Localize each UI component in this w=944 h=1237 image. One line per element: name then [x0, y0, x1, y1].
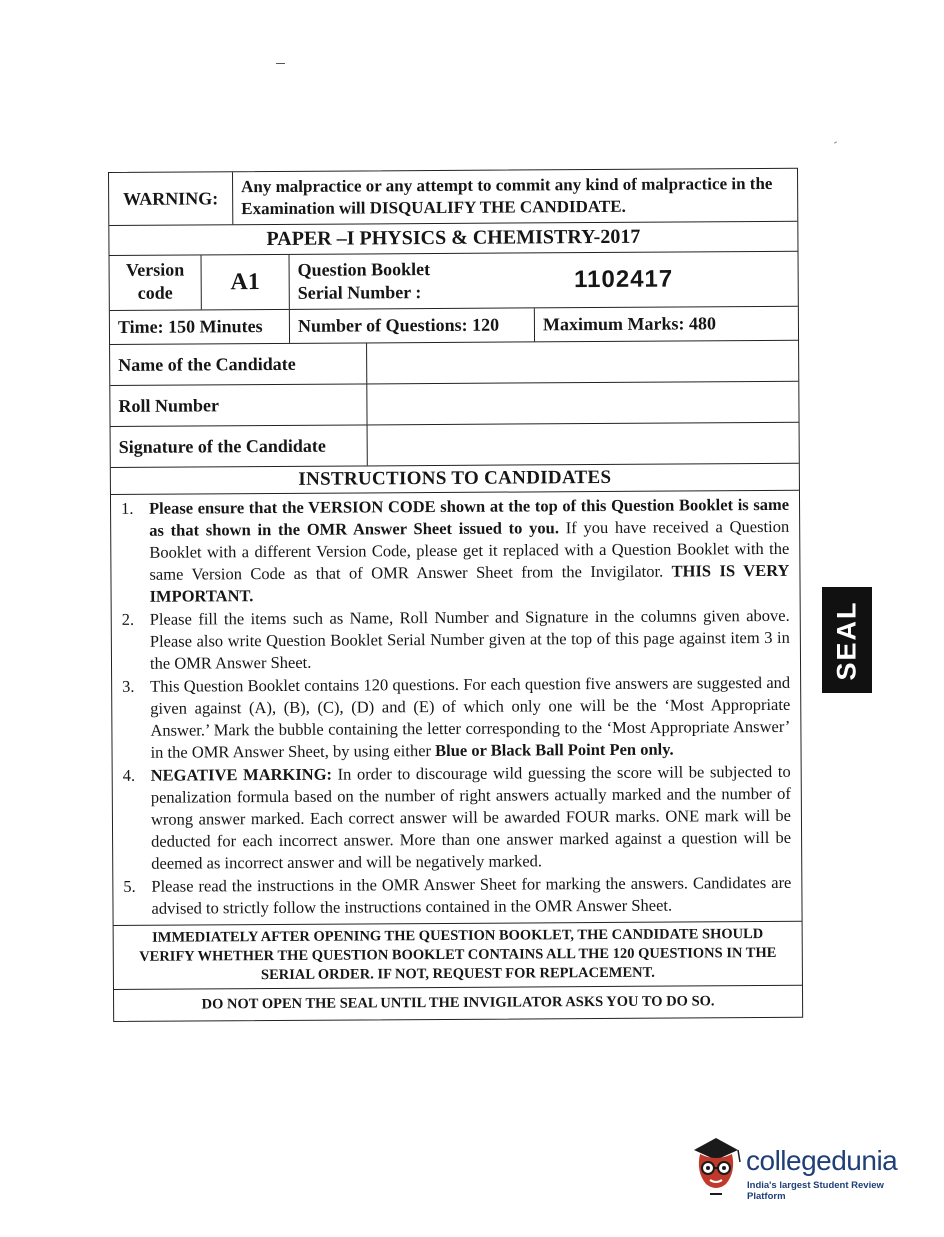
instruction-item: 1. Please ensure that the VERSION CODE shown at the top of this Question Booklet is same as that shown in the OMR Answer Sheet issued to you. If you have received a Question Booklet with a different Version Code, please get it replaced with a Question Booklet with the same Version Code as that of OMR Answer Sheet from the Invigilator. THIS IS VERY IMPORTANT.	[120, 494, 790, 606]
exam-info-row	[110, 307, 798, 345]
scan-mark	[276, 63, 285, 64]
verification-notice: IMMEDIATELY AFTER OPENING THE QUESTION BOOKLET, THE CANDIDATE SHOULD VERIFY WHETHER THE QUESTION BOOKLET CONTAINS ALL THE 120 QUESTIONS IN THE SERIAL ORDER. IF NOT, REQUEST FOR REPLACEMENT.	[139, 926, 777, 984]
serial-number: 1102417	[574, 265, 674, 294]
roll-number-field[interactable]	[367, 382, 798, 425]
collegedunia-logo	[686, 1132, 916, 1202]
mascot-icon	[686, 1132, 744, 1202]
candidate-name-label: Name of the Candidate	[110, 343, 367, 385]
exam-time: Time: 150 Minutes	[110, 310, 290, 344]
paper-title-row	[109, 222, 797, 256]
version-code: A1	[202, 255, 290, 310]
verification-notice-row	[114, 922, 802, 990]
instructions-list	[111, 491, 802, 925]
signature-field[interactable]	[368, 423, 799, 466]
instructions-heading-row	[111, 464, 799, 495]
signature-label: Signature of the Candidate	[111, 425, 368, 467]
brand-name: collegedunia	[746, 1145, 898, 1176]
question-booklet-cover	[108, 168, 803, 1022]
seal-notice-row	[114, 986, 802, 1021]
seal-tab	[822, 587, 872, 693]
brand-tagline: India's largest Student Review Platform	[747, 1180, 884, 1202]
instruction-item: 4. NEGATIVE MARKING: In order to discourage wild guessing the score will be subjected to penalization formula based on the number of right answers actually marked and the number of wrong answer marked. Each correct answer will be awarded FOUR marks. ONE mark will be deducted for each incorrect answer. More than one answer marked against a question will be deemed as incorrect answer and will be negatively marked.	[122, 761, 792, 873]
warning-text: Any malpractice or any attempt to commit any kind of malpractice in the Examination will DISQUALIFY THE CANDIDATE.	[241, 173, 773, 219]
instruction-item: 3. This Question Booklet contains 120 questions. For each question five answers are suggested and given against (A), (B), (C), (D) and (E) of which only one will be the ‘Most Appropriate Answer.’ Mark the bubble containing the letter corresponding to the ‘Most Appropriate Answer’ in the OMR Answer Sheet, by using either Blue or Black Ball Point Pen only.	[122, 672, 791, 762]
signature-row	[111, 423, 799, 468]
candidate-name-field[interactable]	[367, 341, 798, 384]
max-marks: Maximum Marks: 480	[542, 313, 716, 335]
instruction-item: 5. Please read the instructions in the OMR Answer Sheet for marking the answers. Candidates are advised to strictly follow the instructions contained in the OMR Answer Sheet.	[123, 872, 792, 918]
serial-label: Question Booklet Serial Number :	[297, 259, 431, 303]
version-row	[110, 252, 798, 311]
warning-label: WARNING:	[109, 172, 233, 225]
paper-title: PAPER –I PHYSICS & CHEMISTRY-2017	[266, 225, 641, 251]
seal-notice: DO NOT OPEN THE SEAL UNTIL THE INVIGILATOR ASKS YOU TO DO SO.	[201, 993, 715, 1013]
warning-row	[109, 169, 797, 226]
roll-number-row	[110, 382, 798, 427]
roll-number-label: Roll Number	[110, 384, 367, 426]
instructions-row	[111, 491, 802, 926]
seal-label: SEAL	[831, 599, 862, 681]
instructions-heading: INSTRUCTIONS TO CANDIDATES	[298, 466, 612, 490]
version-label: Version code	[110, 255, 202, 310]
scan-mark	[834, 141, 837, 143]
candidate-name-row	[110, 341, 798, 386]
question-count: Number of Questions: 120	[290, 308, 535, 342]
instruction-item: 2. Please fill the items such as Name, Roll Number and Signature in the columns given above. Please also write Question Booklet Serial Number given at the top of this page against item 3 in the OMR Answer Sheet.	[121, 605, 790, 673]
